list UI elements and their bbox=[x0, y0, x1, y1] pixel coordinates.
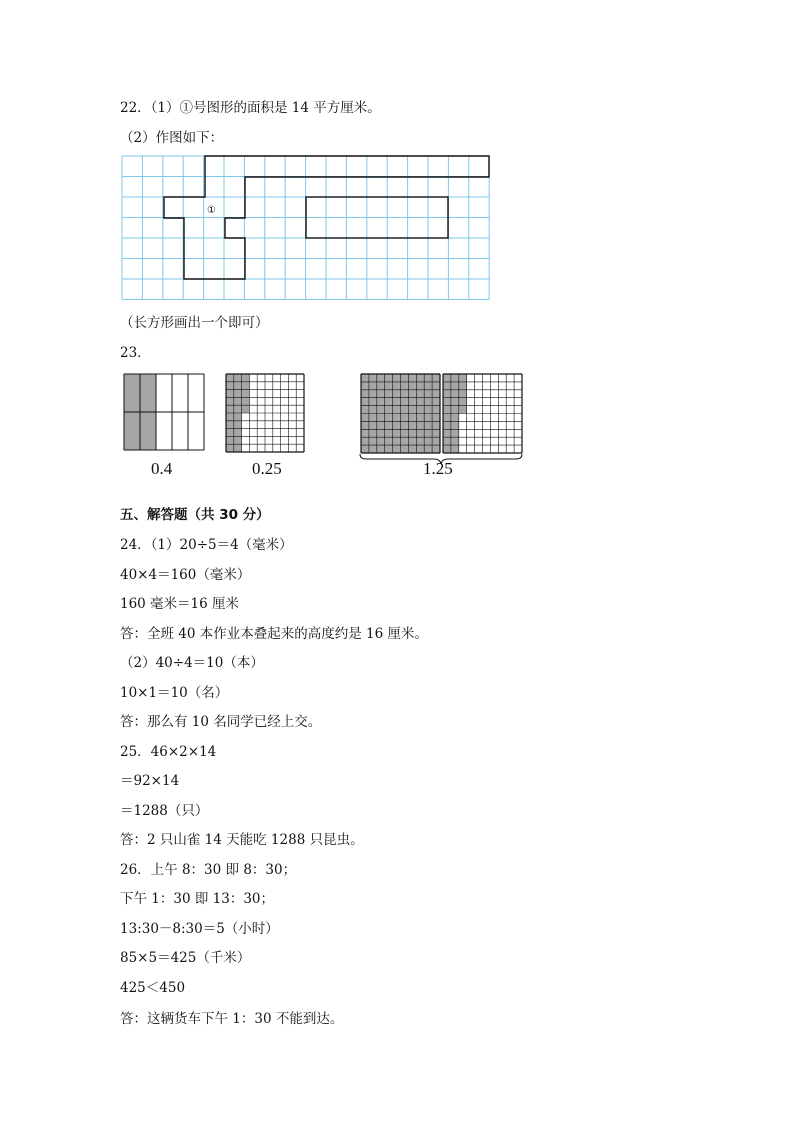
q22-note: （长方形画出一个即可） bbox=[120, 315, 269, 331]
q24-answer1: 答：全班 40 本作业本叠起来的高度约是 16 厘米。 bbox=[120, 626, 429, 642]
caption-1.25: 1.25 bbox=[423, 459, 453, 478]
q26-line5: 425＜450 bbox=[120, 980, 186, 996]
q24-line1: 24．（1）20÷5＝4（毫米） bbox=[120, 537, 293, 553]
q25-line1: 25．46×2×14 bbox=[120, 744, 217, 760]
caption-0.25: 0.25 bbox=[252, 459, 282, 478]
caption-0.4: 0.4 bbox=[151, 459, 173, 478]
decimal-0.4-model bbox=[124, 374, 204, 450]
q25-line2: ＝92×14 bbox=[120, 773, 180, 789]
q26-line3: 13:30－8:30＝5（小时） bbox=[120, 921, 279, 937]
q26-line4: 85×5＝425（千米） bbox=[120, 950, 251, 966]
q24-line5: （2）40÷4＝10（本） bbox=[120, 655, 264, 671]
shaded-cells bbox=[459, 374, 467, 414]
q22-line1: 22．（1）①号图形的面积是 14 平方厘米。 bbox=[120, 100, 381, 116]
q25-line3: ＝1288（只） bbox=[120, 803, 209, 819]
decimal-0.25-model bbox=[226, 374, 304, 452]
shaded-cells bbox=[242, 374, 250, 413]
q26-answer: 答：这辆货车下午 1：30 不能到达。 bbox=[120, 1011, 344, 1027]
decimal-1.25-model-right bbox=[443, 374, 522, 453]
decimal-1.25-model-left bbox=[361, 374, 440, 453]
q25-answer: 答：2 只山雀 14 天能吃 1288 只昆虫。 bbox=[120, 832, 364, 848]
q26-line1: 26．上午 8：30 即 8：30； bbox=[120, 862, 297, 878]
q24-answer2: 答：那么有 10 名同学已经上交。 bbox=[120, 714, 322, 730]
q24-line3: 160 毫米＝16 厘米 bbox=[120, 596, 240, 612]
q23-number: 23． bbox=[120, 345, 151, 361]
q26-line2: 下午 1：30 即 13：30； bbox=[120, 891, 274, 907]
q24-line6: 10×1＝10（名） bbox=[120, 685, 229, 701]
shape-1-label: ① bbox=[207, 205, 216, 216]
q22-line2: （2）作图如下： bbox=[120, 130, 224, 146]
q22-grid-figure bbox=[122, 156, 492, 302]
q23-figures bbox=[120, 370, 540, 466]
section-5-title: 五、解答题（共 30 分） bbox=[120, 507, 270, 523]
q24-line2: 40×4＝160（毫米） bbox=[120, 567, 251, 583]
